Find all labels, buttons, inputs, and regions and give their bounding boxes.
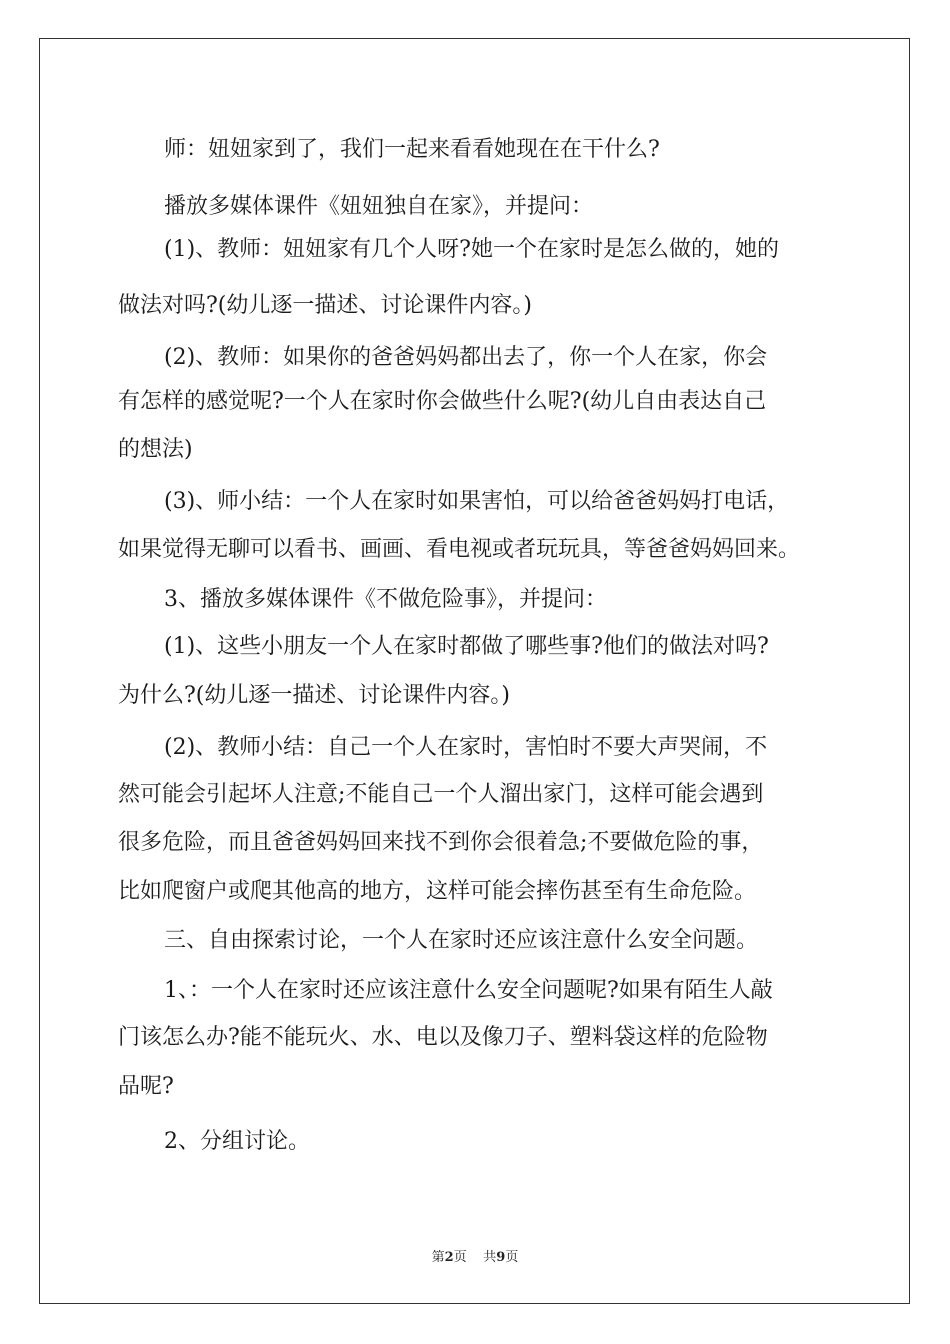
total-prefix: 共 <box>483 1250 497 1265</box>
paragraph-line: 3、播放多媒体课件《不做危险事》，并提问： <box>164 587 607 612</box>
paragraph-line: 师：妞妞家到了，我们一起来看看她现在在干什么? <box>164 137 660 162</box>
paragraph-line: 然可能会引起坏人注意;不能自己一个人溜出家门，这样可能会遇到 <box>118 782 764 807</box>
paragraph-line: 比如爬窗户或爬其他高的地方，这样可能会摔伤甚至有生命危险。 <box>118 879 757 904</box>
total-number: 9 <box>496 1250 506 1265</box>
page-number: 2 <box>444 1250 454 1265</box>
page-prefix: 第 <box>431 1250 445 1265</box>
paragraph-line: 的想法) <box>118 437 193 462</box>
page-suffix: 页 <box>453 1250 467 1265</box>
paragraph-line: 很多危险，而且爸爸妈妈回来找不到你会很着急;不要做危险的事， <box>118 830 764 855</box>
paragraph-line: (2)、教师小结：自己一个人在家时，害怕时不要大声哭闹，不 <box>164 735 768 760</box>
paragraph-line: (3)、师小结：一个人在家时如果害怕，可以给爸爸妈妈打电话， <box>164 489 790 514</box>
paragraph-line: 1、：一个人在家时还应该注意什么安全问题呢?如果有陌生人敲 <box>164 978 773 1003</box>
page-border <box>39 38 910 1304</box>
paragraph-line: 做法对吗?(幼儿逐一描述、讨论课件内容。) <box>118 293 532 318</box>
paragraph-line: 门该怎么办?能不能玩火、水、电以及像刀子、塑料袋这样的危险物 <box>118 1025 768 1050</box>
paragraph-line: 2、分组讨论。 <box>164 1129 310 1154</box>
paragraph-line: 如果觉得无聊可以看书、画画、看电视或者玩玩具，等爸爸妈妈回来。 <box>118 537 801 562</box>
paragraph-line: (1)、这些小朋友一个人在家时都做了哪些事?他们的做法对吗? <box>164 634 769 659</box>
paragraph-line: 为什么?(幼儿逐一描述、讨论课件内容。) <box>118 683 510 708</box>
paragraph-line: 有怎样的感觉呢?一个人在家时你会做些什么呢?(幼儿自由表达自己 <box>118 389 767 414</box>
paragraph-line: 播放多媒体课件《妞妞独自在家》，并提问： <box>164 194 594 219</box>
paragraph-line: (1)、教师：妞妞家有几个人呀?她一个在家时是怎么做的，她的 <box>164 237 779 262</box>
paragraph-line: 品呢? <box>118 1074 174 1099</box>
total-suffix: 页 <box>505 1250 519 1265</box>
paragraph-line: 三、自由探索讨论，一个人在家时还应该注意什么安全问题。 <box>164 928 759 953</box>
paragraph-line: (2)、教师：如果你的爸爸妈妈都出去了，你一个人在家，你会 <box>164 345 768 370</box>
page-footer <box>0 1246 950 1265</box>
